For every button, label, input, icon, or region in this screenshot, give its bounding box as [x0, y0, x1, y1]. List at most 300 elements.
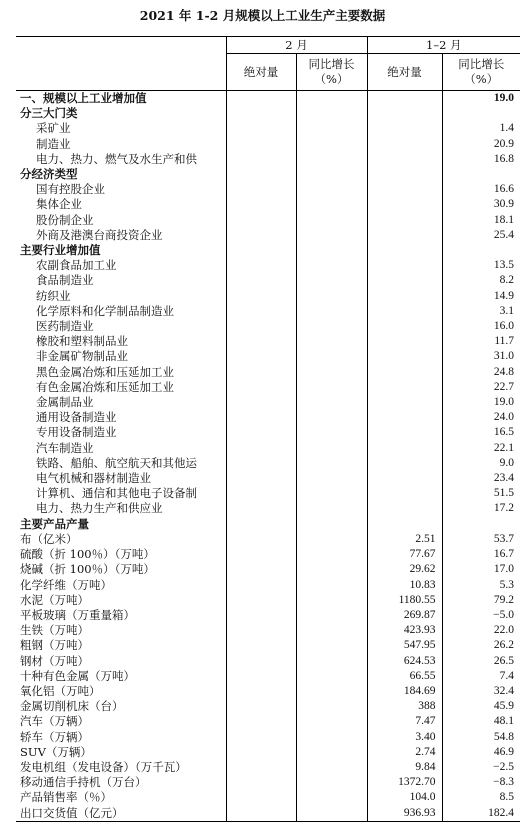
feb-absolute-cell — [226, 654, 296, 669]
ytd-absolute-cell: 423.93 — [367, 623, 442, 638]
row-label: 国有控股企业 — [36, 182, 105, 197]
ytd-absolute-cell — [367, 121, 442, 136]
header-group-february: 2 月 — [226, 37, 367, 54]
feb-yoy-cell — [296, 547, 367, 562]
feb-absolute-cell — [226, 684, 296, 699]
table-row — [16, 699, 520, 714]
feb-absolute-cell — [226, 532, 296, 547]
ytd-absolute-cell: 2.74 — [367, 745, 442, 760]
row-label: 氧化铝（万吨） — [20, 683, 101, 698]
feb-absolute-cell — [226, 547, 296, 562]
table-row — [16, 319, 520, 334]
table-row — [16, 334, 520, 349]
row-label: 化学原料和化学制品制造业 — [36, 303, 174, 318]
feb-yoy-cell — [296, 745, 367, 760]
feb-absolute-cell — [226, 273, 296, 288]
feb-absolute-cell — [226, 319, 296, 334]
feb-absolute-cell — [226, 638, 296, 653]
ytd-yoy-cell: 14.9 — [442, 289, 520, 304]
ytd-yoy-cell: 25.4 — [442, 228, 520, 243]
ytd-yoy-cell: 19.0 — [442, 91, 520, 107]
feb-absolute-cell — [226, 152, 296, 167]
ytd-yoy-cell: 1.4 — [442, 121, 520, 136]
feb-yoy-cell — [296, 441, 367, 456]
table-header — [16, 37, 520, 91]
ytd-absolute-cell — [367, 441, 442, 456]
ytd-absolute-cell — [367, 228, 442, 243]
table-row — [16, 669, 520, 684]
feb-yoy-cell — [296, 501, 367, 516]
table-row — [16, 517, 520, 532]
ytd-yoy-cell: 20.9 — [442, 137, 520, 152]
feb-yoy-cell — [296, 304, 367, 319]
ytd-yoy-cell: 22.0 — [442, 623, 520, 638]
row-label: 电力、热力生产和供应业 — [36, 501, 163, 516]
ytd-absolute-cell — [367, 380, 442, 395]
feb-yoy-cell — [296, 532, 367, 547]
ytd-absolute-cell — [367, 289, 442, 304]
row-label: 出口交货值（亿元） — [20, 805, 124, 820]
ytd-absolute-cell: 936.93 — [367, 806, 442, 822]
row-label: 汽车（万辆） — [20, 714, 89, 729]
feb-absolute-cell — [226, 486, 296, 501]
row-label: 粗钢（万吨） — [20, 638, 89, 653]
ytd-absolute-cell — [367, 304, 442, 319]
ytd-yoy-cell: 54.8 — [442, 730, 520, 745]
feb-absolute-cell — [226, 745, 296, 760]
table-row — [16, 106, 520, 121]
feb-absolute-cell — [226, 730, 296, 745]
feb-absolute-cell — [226, 167, 296, 182]
feb-yoy-cell — [296, 137, 367, 152]
feb-absolute-cell — [226, 578, 296, 593]
table-row — [16, 714, 520, 729]
row-label: 电力、热力、燃气及水生产和供 — [36, 151, 197, 166]
table-row — [16, 152, 520, 167]
row-label: 橡胶和塑料制品业 — [36, 334, 128, 349]
header-label-column — [16, 54, 226, 91]
ytd-yoy-cell: 17.0 — [442, 562, 520, 577]
ytd-absolute-cell: 7.47 — [367, 714, 442, 729]
feb-absolute-cell — [226, 456, 296, 471]
feb-yoy-cell — [296, 91, 367, 107]
ytd-absolute-cell: 388 — [367, 699, 442, 714]
row-label: 汽车制造业 — [36, 440, 94, 455]
table-row — [16, 410, 520, 425]
table-row — [16, 425, 520, 440]
row-label: 硫酸（折 100％）（万吨） — [20, 547, 155, 562]
feb-absolute-cell — [226, 228, 296, 243]
feb-absolute-cell — [226, 714, 296, 729]
ytd-yoy-cell: 26.5 — [442, 654, 520, 669]
ytd-yoy-cell: 16.8 — [442, 152, 520, 167]
ytd-absolute-cell: 66.55 — [367, 669, 442, 684]
ytd-absolute-cell: 624.53 — [367, 654, 442, 669]
feb-yoy-cell — [296, 562, 367, 577]
ytd-yoy-cell — [442, 517, 520, 532]
row-label: 金属切削机床（台） — [20, 699, 124, 714]
ytd-absolute-cell — [367, 167, 442, 182]
row-label: 生铁（万吨） — [20, 623, 89, 638]
feb-yoy-cell — [296, 365, 367, 380]
table-row — [16, 182, 520, 197]
ytd-absolute-cell — [367, 365, 442, 380]
table-row — [16, 258, 520, 273]
row-label: 通用设备制造业 — [36, 410, 117, 425]
feb-yoy-cell — [296, 243, 367, 258]
row-label: 分三大门类 — [20, 106, 78, 121]
ytd-absolute-cell: 1372.70 — [367, 775, 442, 790]
ytd-absolute-cell: 9.84 — [367, 760, 442, 775]
table-row — [16, 137, 520, 152]
row-label: 集体企业 — [36, 197, 82, 212]
ytd-absolute-cell — [367, 273, 442, 288]
ytd-yoy-cell — [442, 167, 520, 182]
table-row — [16, 304, 520, 319]
table-row — [16, 578, 520, 593]
row-label: 布（亿米） — [20, 531, 78, 546]
feb-yoy-cell — [296, 319, 367, 334]
feb-yoy-cell — [296, 152, 367, 167]
table-row — [16, 121, 520, 136]
ytd-absolute-cell — [367, 471, 442, 486]
row-label: 非金属矿物制品业 — [36, 349, 128, 364]
feb-yoy-cell — [296, 182, 367, 197]
feb-absolute-cell — [226, 593, 296, 608]
ytd-yoy-cell: 24.0 — [442, 410, 520, 425]
table-row — [16, 167, 520, 182]
statistics-table — [16, 36, 520, 822]
row-label: 计算机、通信和其他电子设备制 — [36, 486, 197, 501]
row-label: 移动通信手持机（万台） — [20, 775, 147, 790]
feb-yoy-cell — [296, 471, 367, 486]
ytd-yoy-cell: 46.9 — [442, 745, 520, 760]
feb-yoy-cell — [296, 669, 367, 684]
ytd-absolute-cell — [367, 319, 442, 334]
ytd-yoy-cell: 26.2 — [442, 638, 520, 653]
header-blank-cell — [16, 37, 226, 54]
ytd-absolute-cell — [367, 486, 442, 501]
ytd-yoy-cell: 8.5 — [442, 790, 520, 805]
table-row — [16, 745, 520, 760]
ytd-yoy-cell: 17.2 — [442, 501, 520, 516]
row-label: 烧碱（折 100％）（万吨） — [20, 562, 155, 577]
ytd-yoy-cell: 22.7 — [442, 380, 520, 395]
ytd-absolute-cell — [367, 456, 442, 471]
ytd-absolute-cell: 184.69 — [367, 684, 442, 699]
table-row — [16, 228, 520, 243]
row-label: 铁路、船舶、航空航天和其他运 — [36, 455, 197, 470]
feb-yoy-cell — [296, 197, 367, 212]
table-row — [16, 790, 520, 805]
table-row — [16, 197, 520, 212]
header-feb-yoy: 同比增长 （%） — [296, 54, 367, 91]
row-label: 电气机械和器材制造业 — [36, 471, 151, 486]
table-row — [16, 775, 520, 790]
table-row — [16, 806, 520, 822]
feb-yoy-cell — [296, 593, 367, 608]
feb-yoy-cell — [296, 349, 367, 364]
ytd-yoy-cell: 51.5 — [442, 486, 520, 501]
ytd-yoy-cell: −5.0 — [442, 608, 520, 623]
row-label: 专用设备制造业 — [36, 425, 117, 440]
row-label: 农副食品加工业 — [36, 258, 117, 273]
row-label: 分经济类型 — [20, 167, 78, 182]
ytd-yoy-cell: 11.7 — [442, 334, 520, 349]
header-group-jan-feb: 1–2 月 — [367, 37, 520, 54]
ytd-yoy-cell: 31.0 — [442, 349, 520, 364]
feb-yoy-cell — [296, 425, 367, 440]
header-ytd-yoy: 同比增长 （%） — [442, 54, 520, 91]
feb-yoy-cell — [296, 684, 367, 699]
ytd-absolute-cell — [367, 395, 442, 410]
table-row — [16, 501, 520, 516]
feb-absolute-cell — [226, 623, 296, 638]
feb-absolute-cell — [226, 425, 296, 440]
feb-yoy-cell — [296, 714, 367, 729]
ytd-absolute-cell — [367, 91, 442, 107]
feb-yoy-cell — [296, 623, 367, 638]
ytd-yoy-cell: 48.1 — [442, 714, 520, 729]
feb-yoy-cell — [296, 410, 367, 425]
ytd-yoy-cell: 32.4 — [442, 684, 520, 699]
table-row — [16, 380, 520, 395]
feb-absolute-cell — [226, 806, 296, 822]
feb-absolute-cell — [226, 137, 296, 152]
ytd-yoy-cell: 5.3 — [442, 578, 520, 593]
table-row — [16, 273, 520, 288]
table-row — [16, 349, 520, 364]
feb-yoy-cell — [296, 380, 367, 395]
row-label: 主要行业增加值 — [20, 243, 101, 258]
table-row — [16, 638, 520, 653]
ytd-yoy-cell: 18.1 — [442, 213, 520, 228]
feb-absolute-cell — [226, 608, 296, 623]
feb-yoy-cell — [296, 167, 367, 182]
feb-yoy-cell — [296, 775, 367, 790]
table-row — [16, 486, 520, 501]
feb-absolute-cell — [226, 562, 296, 577]
feb-yoy-cell — [296, 654, 367, 669]
table-row — [16, 213, 520, 228]
ytd-absolute-cell — [367, 349, 442, 364]
feb-absolute-cell — [226, 775, 296, 790]
feb-yoy-cell — [296, 486, 367, 501]
row-label: 轿车（万辆） — [20, 729, 89, 744]
ytd-absolute-cell — [367, 334, 442, 349]
ytd-absolute-cell — [367, 152, 442, 167]
row-label: 水泥（万吨） — [20, 592, 89, 607]
table-row — [16, 593, 520, 608]
feb-yoy-cell — [296, 608, 367, 623]
feb-absolute-cell — [226, 395, 296, 410]
table-row — [16, 91, 520, 107]
ytd-absolute-cell: 547.95 — [367, 638, 442, 653]
feb-yoy-cell — [296, 760, 367, 775]
table-row — [16, 441, 520, 456]
feb-yoy-cell — [296, 121, 367, 136]
ytd-yoy-cell — [442, 243, 520, 258]
table-row — [16, 289, 520, 304]
ytd-absolute-cell — [367, 517, 442, 532]
feb-yoy-cell — [296, 106, 367, 121]
feb-yoy-cell — [296, 790, 367, 805]
ytd-absolute-cell — [367, 106, 442, 121]
row-label: 发电机组（发电设备）（万千瓦） — [20, 759, 187, 774]
feb-absolute-cell — [226, 182, 296, 197]
feb-absolute-cell — [226, 471, 296, 486]
table-body — [16, 91, 520, 822]
ytd-yoy-cell: 13.5 — [442, 258, 520, 273]
row-label: 医药制造业 — [36, 319, 94, 334]
ytd-absolute-cell — [367, 213, 442, 228]
feb-absolute-cell — [226, 106, 296, 121]
table-row — [16, 654, 520, 669]
feb-yoy-cell — [296, 228, 367, 243]
table-row — [16, 547, 520, 562]
feb-absolute-cell — [226, 334, 296, 349]
feb-absolute-cell — [226, 501, 296, 516]
feb-absolute-cell — [226, 213, 296, 228]
table-row — [16, 760, 520, 775]
row-label: 产品销售率（％） — [20, 790, 112, 805]
ytd-yoy-cell: 182.4 — [442, 806, 520, 822]
ytd-absolute-cell: 2.51 — [367, 532, 442, 547]
feb-yoy-cell — [296, 638, 367, 653]
row-label: SUV（万辆） — [20, 744, 92, 759]
ytd-yoy-cell: 9.0 — [442, 456, 520, 471]
table-row — [16, 243, 520, 258]
ytd-yoy-cell: 8.2 — [442, 273, 520, 288]
row-label: 平板玻璃（万重量箱） — [20, 607, 135, 622]
feb-absolute-cell — [226, 365, 296, 380]
ytd-yoy-cell: 19.0 — [442, 395, 520, 410]
feb-yoy-cell — [296, 258, 367, 273]
ytd-yoy-cell: 3.1 — [442, 304, 520, 319]
row-label: 股份制企业 — [36, 212, 94, 227]
ytd-absolute-cell: 269.87 — [367, 608, 442, 623]
table-row — [16, 471, 520, 486]
row-label: 食品制造业 — [36, 273, 94, 288]
row-label: 纺织业 — [36, 288, 71, 303]
ytd-yoy-cell: −8.3 — [442, 775, 520, 790]
ytd-yoy-cell: 16.7 — [442, 547, 520, 562]
feb-yoy-cell — [296, 456, 367, 471]
ytd-yoy-cell: 30.9 — [442, 197, 520, 212]
feb-absolute-cell — [226, 410, 296, 425]
ytd-absolute-cell — [367, 137, 442, 152]
header-feb-abs: 绝对量 — [226, 54, 296, 91]
table-row — [16, 532, 520, 547]
feb-absolute-cell — [226, 441, 296, 456]
feb-yoy-cell — [296, 699, 367, 714]
feb-absolute-cell — [226, 517, 296, 532]
ytd-yoy-cell: 16.6 — [442, 182, 520, 197]
row-label: 金属制品业 — [36, 395, 94, 410]
table-row — [16, 562, 520, 577]
ytd-yoy-cell: 79.2 — [442, 593, 520, 608]
ytd-yoy-cell: 53.7 — [442, 532, 520, 547]
ytd-yoy-cell: 24.8 — [442, 365, 520, 380]
table-row — [16, 365, 520, 380]
ytd-yoy-cell: 23.4 — [442, 471, 520, 486]
feb-absolute-cell — [226, 121, 296, 136]
ytd-absolute-cell: 104.0 — [367, 790, 442, 805]
row-label: 外商及港澳台商投资企业 — [36, 227, 163, 242]
feb-yoy-cell — [296, 395, 367, 410]
table-row — [16, 395, 520, 410]
row-label: 一、规模以上工业增加值 — [20, 91, 147, 105]
feb-absolute-cell — [226, 380, 296, 395]
ytd-absolute-cell: 3.40 — [367, 730, 442, 745]
feb-yoy-cell — [296, 213, 367, 228]
feb-yoy-cell — [296, 730, 367, 745]
ytd-absolute-cell: 10.83 — [367, 578, 442, 593]
ytd-absolute-cell — [367, 410, 442, 425]
table-row — [16, 730, 520, 745]
row-label: 主要产品产量 — [20, 516, 89, 531]
feb-yoy-cell — [296, 334, 367, 349]
ytd-absolute-cell — [367, 197, 442, 212]
feb-absolute-cell — [226, 197, 296, 212]
row-label: 钢材（万吨） — [20, 653, 89, 668]
feb-absolute-cell — [226, 669, 296, 684]
ytd-yoy-cell: 45.9 — [442, 699, 520, 714]
ytd-yoy-cell: 16.5 — [442, 425, 520, 440]
header-ytd-abs: 绝对量 — [367, 54, 442, 91]
feb-absolute-cell — [226, 243, 296, 258]
feb-absolute-cell — [226, 289, 296, 304]
ytd-absolute-cell: 29.62 — [367, 562, 442, 577]
feb-yoy-cell — [296, 273, 367, 288]
ytd-absolute-cell — [367, 425, 442, 440]
feb-absolute-cell — [226, 349, 296, 364]
ytd-yoy-cell: −2.5 — [442, 760, 520, 775]
ytd-yoy-cell — [442, 106, 520, 121]
row-label: 制造业 — [36, 136, 71, 151]
feb-absolute-cell — [226, 790, 296, 805]
feb-yoy-cell — [296, 517, 367, 532]
row-label: 黑色金属冶炼和压延加工业 — [36, 364, 174, 379]
feb-absolute-cell — [226, 699, 296, 714]
ytd-yoy-cell: 22.1 — [442, 441, 520, 456]
feb-absolute-cell — [226, 760, 296, 775]
table-row — [16, 623, 520, 638]
feb-absolute-cell — [226, 258, 296, 273]
feb-yoy-cell — [296, 806, 367, 822]
ytd-yoy-cell: 7.4 — [442, 669, 520, 684]
page-title: 2021 年 1-2 月规模以上工业生产主要数据 — [139, 8, 386, 23]
feb-absolute-cell — [226, 304, 296, 319]
ytd-absolute-cell — [367, 258, 442, 273]
row-label: 化学纤维（万吨） — [20, 577, 112, 592]
ytd-yoy-cell: 16.0 — [442, 319, 520, 334]
feb-yoy-cell — [296, 578, 367, 593]
ytd-absolute-cell — [367, 501, 442, 516]
row-label: 十种有色金属（万吨） — [20, 668, 135, 683]
ytd-absolute-cell — [367, 182, 442, 197]
feb-yoy-cell — [296, 289, 367, 304]
table-row — [16, 684, 520, 699]
row-label: 有色金属冶炼和压延加工业 — [36, 379, 174, 394]
table-row — [16, 608, 520, 623]
table-row — [16, 456, 520, 471]
ytd-absolute-cell — [367, 243, 442, 258]
ytd-absolute-cell: 1180.55 — [367, 593, 442, 608]
row-label: 采矿业 — [36, 121, 71, 136]
feb-absolute-cell — [226, 91, 296, 107]
ytd-absolute-cell: 77.67 — [367, 547, 442, 562]
